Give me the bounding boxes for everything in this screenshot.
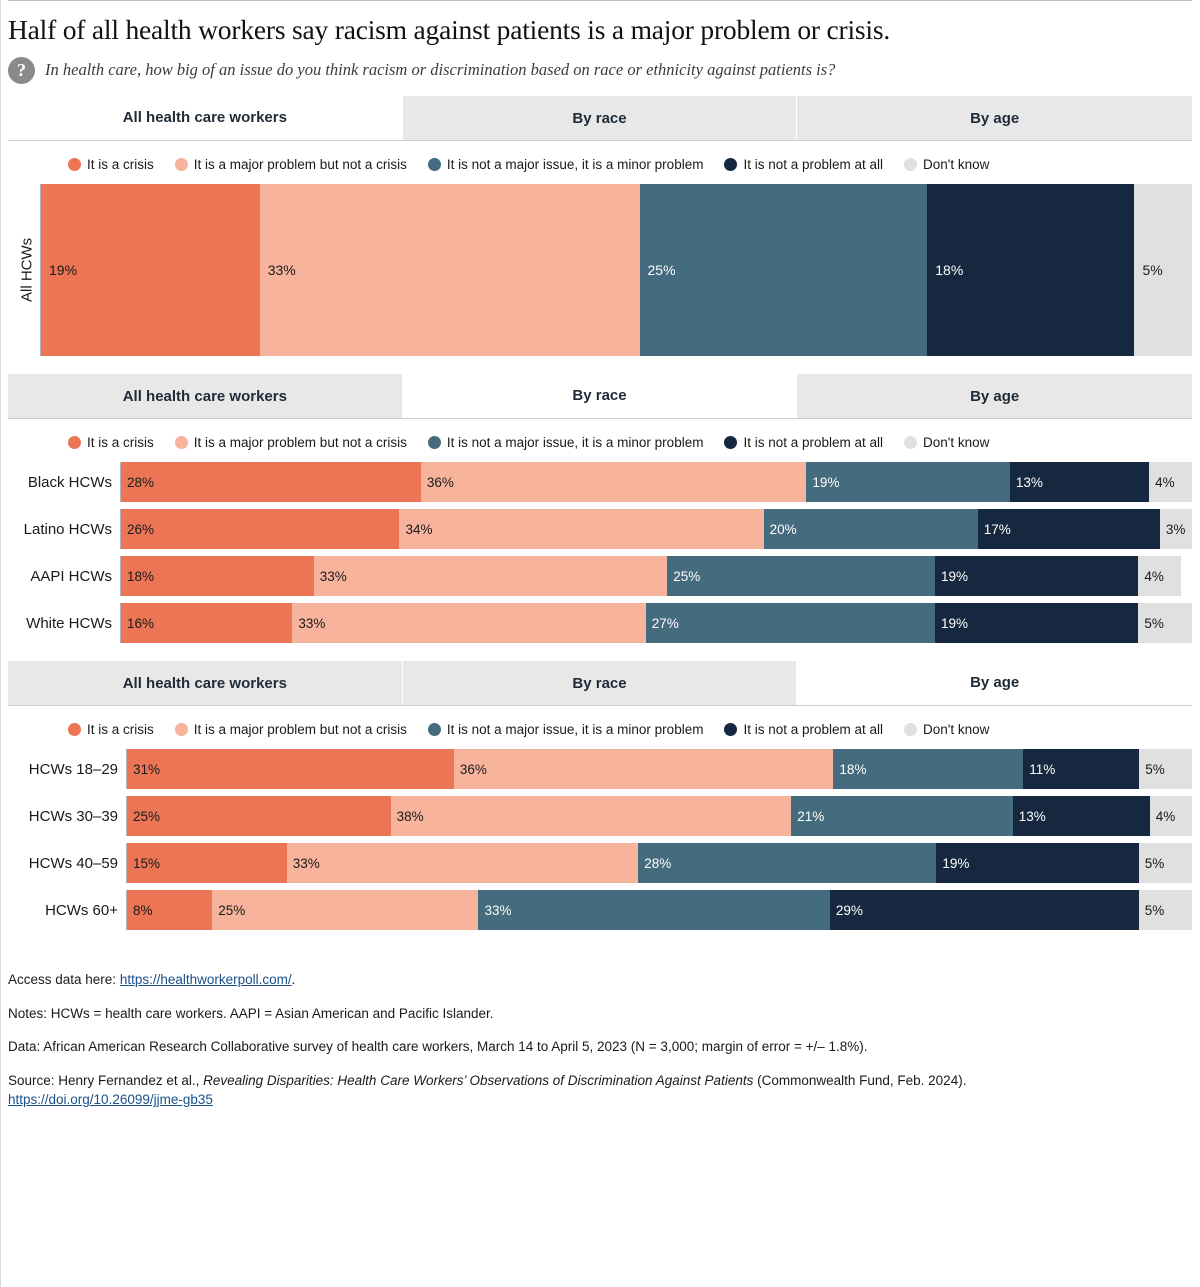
legend-swatch-icon xyxy=(904,436,917,449)
bar-segment-minor-problem: 33% xyxy=(478,890,829,930)
left-border-rule xyxy=(0,0,1,1287)
bar-segment-crisis: 25% xyxy=(127,796,391,836)
bar-segment-crisis: 28% xyxy=(121,462,421,502)
legend-swatch-icon xyxy=(724,723,737,736)
row-label: Latino HCWs xyxy=(23,520,112,538)
bar-segment-major-problem: 33% xyxy=(287,843,638,883)
tab-all-health-care-workers-2[interactable]: All health care workers xyxy=(8,374,403,418)
note-source xyxy=(8,1071,1192,1110)
chart-1 xyxy=(8,184,1192,356)
legend-3 xyxy=(8,706,1192,749)
legend-label: It is a major problem but not a crisis xyxy=(193,722,407,737)
bar-segment-dont-know: 5% xyxy=(1139,749,1192,789)
legend-1 xyxy=(8,141,1192,184)
legend-swatch-icon xyxy=(904,158,917,171)
tab-all-health-care-workers-1[interactable]: All health care workers xyxy=(8,96,403,140)
bar-segment-crisis: 15% xyxy=(127,843,287,883)
bar-segment-major-problem: 25% xyxy=(212,890,478,930)
bar-segment-major-problem: 36% xyxy=(421,462,807,502)
bar-segment-dont-know: 5% xyxy=(1139,843,1192,883)
legend-item-major-problem-2 xyxy=(175,435,407,450)
bar-segment-dont-know: 5% xyxy=(1138,603,1192,643)
bar-row-black-hcws xyxy=(8,462,1192,502)
bar-segment-crisis: 26% xyxy=(121,509,399,549)
bar-row-all-hcws xyxy=(8,184,1192,356)
legend-item-minor-problem-2 xyxy=(428,435,704,450)
footnotes xyxy=(8,948,1192,1134)
bar-track xyxy=(120,556,1192,596)
bar-row-hcws-40-59 xyxy=(8,843,1192,883)
bar-segment-minor-problem: 18% xyxy=(833,749,1023,789)
bar-track xyxy=(120,509,1192,549)
chart-2 xyxy=(8,462,1192,643)
legend-item-not-a-problem-2 xyxy=(724,435,883,450)
panel-by-age xyxy=(8,661,1192,930)
row-label: HCWs 18–29 xyxy=(28,760,118,778)
legend-item-dont-know-1 xyxy=(904,157,989,172)
legend-item-not-a-problem-1 xyxy=(724,157,883,172)
legend-item-major-problem-1 xyxy=(175,157,407,172)
source-suffix: (Commonwealth Fund, Feb. 2024). xyxy=(753,1072,967,1088)
row-label: HCWs 60+ xyxy=(45,901,118,919)
bar-row-hcws-30-39 xyxy=(8,796,1192,836)
bar-segment-minor-problem: 19% xyxy=(806,462,1009,502)
bar-segment-major-problem: 33% xyxy=(292,603,645,643)
legend-item-crisis-3 xyxy=(68,722,154,737)
tab-all-health-care-workers-3[interactable]: All health care workers xyxy=(8,661,403,705)
bar-track xyxy=(40,184,1192,356)
bar-track xyxy=(126,749,1192,789)
bar-segment-crisis: 18% xyxy=(121,556,314,596)
note-data-source: Data: African American Research Collaborative survey of health care workers, March 14 to April 5, 2023 (N = 3,000; margin of error = +/– 1.8%). xyxy=(8,1039,868,1055)
legend-label: Don't know xyxy=(923,157,990,172)
chart-3 xyxy=(8,749,1192,930)
bar-segment-not-a-problem: 13% xyxy=(1013,796,1150,836)
legend-label: It is not a problem at all xyxy=(743,435,884,450)
bar-segment-not-a-problem: 13% xyxy=(1010,462,1149,502)
bar-segment-major-problem: 34% xyxy=(399,509,763,549)
access-data-link[interactable]: https://healthworkerpoll.com/ xyxy=(119,972,292,987)
bar-segment-not-a-problem: 19% xyxy=(935,603,1138,643)
bar-row-hcws-18-29 xyxy=(8,749,1192,789)
tab-bar-1 xyxy=(8,96,1192,141)
legend-label: It is not a major issue, it is a minor problem xyxy=(446,722,704,737)
bar-segment-minor-problem: 28% xyxy=(638,843,936,883)
legend-swatch-icon xyxy=(175,436,188,449)
row-label: AAPI HCWs xyxy=(30,567,112,585)
bar-segment-not-a-problem: 19% xyxy=(936,843,1138,883)
bar-segment-dont-know: 5% xyxy=(1139,890,1192,930)
legend-item-major-problem-3 xyxy=(175,722,407,737)
doi-link[interactable]: https://doi.org/10.26099/jjme-gb35 xyxy=(8,1092,213,1108)
question-mark-icon: ? xyxy=(8,57,35,84)
tab-by-age-3[interactable]: By age xyxy=(797,661,1192,705)
legend-swatch-icon xyxy=(68,723,81,736)
bar-segment-not-a-problem: 18% xyxy=(927,184,1134,356)
legend-swatch-icon xyxy=(904,723,917,736)
bar-segment-major-problem: 36% xyxy=(454,749,834,789)
bar-segment-dont-know: 4% xyxy=(1150,796,1192,836)
legend-swatch-icon xyxy=(724,436,737,449)
legend-item-dont-know-3 xyxy=(904,722,989,737)
bar-track xyxy=(120,603,1192,643)
page-title: Half of all health workers say racism against patients is a major problem or crisis. xyxy=(8,14,891,45)
bar-segment-not-a-problem: 19% xyxy=(935,556,1138,596)
bar-segment-crisis: 16% xyxy=(121,603,292,643)
legend-label: It is a major problem but not a crisis xyxy=(193,435,407,450)
legend-swatch-icon xyxy=(175,158,188,171)
bar-segment-not-a-problem: 29% xyxy=(830,890,1139,930)
question-text: In health care, how big of an issue do you think racism or discrimination based on race or ethnicity against patients is? xyxy=(45,60,836,79)
bar-segment-crisis: 19% xyxy=(41,184,260,356)
legend-label: It is not a major issue, it is a minor problem xyxy=(446,157,704,172)
row-label: Black HCWs xyxy=(27,473,112,491)
legend-item-not-a-problem-3 xyxy=(724,722,883,737)
legend-swatch-icon xyxy=(428,436,441,449)
legend-swatch-icon xyxy=(724,158,737,171)
legend-label: It is a crisis xyxy=(87,157,154,172)
bar-segment-not-a-problem: 17% xyxy=(978,509,1160,549)
bar-track xyxy=(120,462,1192,502)
bar-row-latino-hcws xyxy=(8,509,1192,549)
bar-segment-minor-problem: 25% xyxy=(667,556,935,596)
note-definitions: Notes: HCWs = health care workers. AAPI = Asian American and Pacific Islander. xyxy=(8,1005,494,1021)
bar-segment-crisis: 8% xyxy=(127,890,212,930)
legend-label: It is a crisis xyxy=(87,435,154,450)
legend-2 xyxy=(8,419,1192,462)
bar-track xyxy=(126,843,1192,883)
bar-segment-major-problem: 38% xyxy=(391,796,792,836)
legend-label: Don't know xyxy=(923,722,990,737)
bar-row-white-hcws xyxy=(8,603,1192,643)
row-label: All HCWs xyxy=(18,237,36,303)
bar-segment-major-problem: 33% xyxy=(314,556,667,596)
legend-item-dont-know-2 xyxy=(904,435,989,450)
legend-label: It is not a problem at all xyxy=(743,157,884,172)
legend-label: It is not a problem at all xyxy=(743,722,884,737)
legend-item-minor-problem-3 xyxy=(428,722,704,737)
bar-segment-minor-problem: 25% xyxy=(640,184,928,356)
source-title: Revealing Disparities: Health Care Workers’ Observations of Discrimination Against Patients xyxy=(203,1072,754,1088)
legend-swatch-icon xyxy=(428,723,441,736)
bar-segment-minor-problem: 27% xyxy=(646,603,935,643)
legend-item-crisis-1 xyxy=(68,157,154,172)
note-access-data xyxy=(8,970,1192,990)
legend-swatch-icon xyxy=(68,436,81,449)
bar-segment-dont-know: 4% xyxy=(1149,462,1192,502)
bar-row-hcws-60-plus xyxy=(8,890,1192,930)
legend-swatch-icon xyxy=(175,723,188,736)
legend-swatch-icon xyxy=(428,158,441,171)
tab-by-race-3[interactable]: By race xyxy=(403,661,798,705)
bar-segment-crisis: 31% xyxy=(127,749,454,789)
access-prefix: Access data here: xyxy=(8,972,120,987)
bar-segment-dont-know: 5% xyxy=(1134,184,1192,356)
bar-segment-dont-know: 3% xyxy=(1160,509,1192,549)
bar-track xyxy=(126,890,1192,930)
tab-bar-3 xyxy=(8,661,1192,706)
bar-segment-dont-know: 4% xyxy=(1138,556,1181,596)
access-suffix: . xyxy=(291,972,296,987)
tab-by-race-2[interactable]: By race xyxy=(403,374,798,418)
tab-by-age-2[interactable]: By age xyxy=(797,374,1192,418)
bar-segment-minor-problem: 21% xyxy=(791,796,1012,836)
bar-segment-not-a-problem: 11% xyxy=(1023,749,1139,789)
legend-swatch-icon xyxy=(68,158,81,171)
legend-label: Don't know xyxy=(923,435,990,450)
legend-label: It is not a major issue, it is a minor problem xyxy=(446,435,704,450)
bar-track xyxy=(126,796,1192,836)
row-label: HCWs 30–39 xyxy=(28,807,118,825)
bar-segment-major-problem: 33% xyxy=(260,184,640,356)
row-label: White HCWs xyxy=(26,614,112,632)
tab-by-age-1[interactable]: By age xyxy=(797,96,1192,140)
legend-label: It is a major problem but not a crisis xyxy=(193,157,407,172)
bar-row-aapi-hcws xyxy=(8,556,1192,596)
legend-item-minor-problem-1 xyxy=(428,157,704,172)
source-prefix: Source: Henry Fernandez et al., xyxy=(8,1072,204,1088)
panel-by-race xyxy=(8,374,1192,643)
question-row xyxy=(8,50,1192,96)
bar-segment-minor-problem: 20% xyxy=(764,509,978,549)
tab-bar-2 xyxy=(8,374,1192,419)
panel-all-health-care-workers xyxy=(8,96,1192,356)
legend-item-crisis-2 xyxy=(68,435,154,450)
row-label: HCWs 40–59 xyxy=(28,854,118,872)
legend-label: It is a crisis xyxy=(87,722,154,737)
tab-by-race-1[interactable]: By race xyxy=(403,96,798,140)
